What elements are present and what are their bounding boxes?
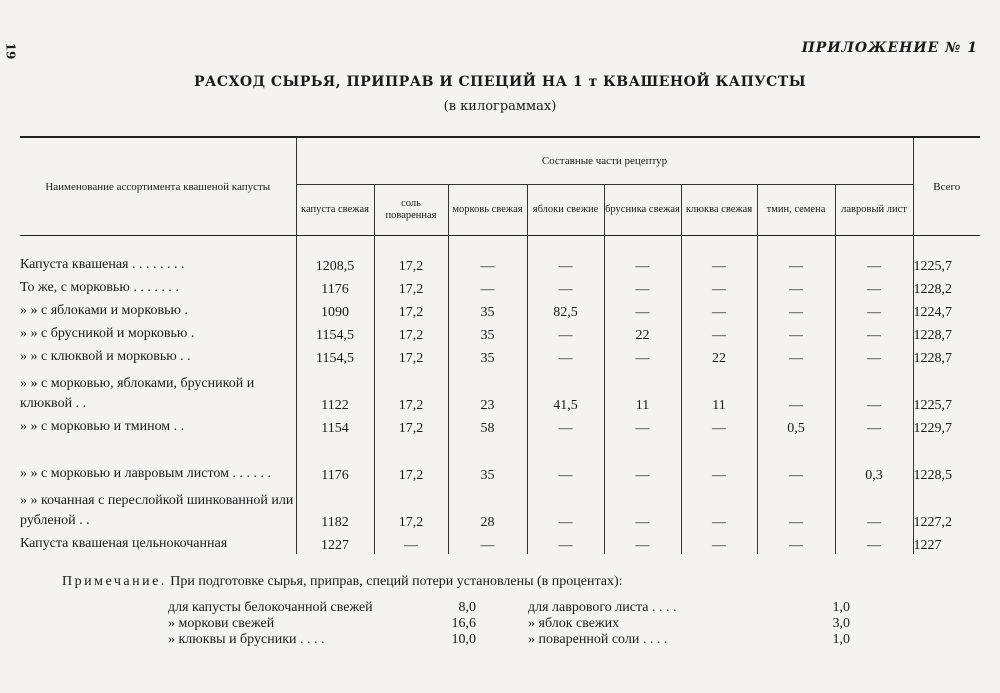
row-name: » » с морковью, яблоками, брусникой и клюквой . . [20,367,296,414]
row-name: » » с брусникой и морковью . [20,321,296,344]
cell-value: 23 [448,367,527,414]
cell-value: — [835,344,913,367]
table-row [20,275,980,298]
cell-value: — [604,484,681,531]
cell-value: — [527,344,604,367]
cell-value: — [757,437,835,484]
cell-value: — [681,298,757,321]
row-total: 1228,7 [913,328,952,343]
column-header: лавровый лист [835,185,913,236]
cell-value: 35 [448,321,527,344]
cell-value: 1227 [296,531,374,554]
cell-value: — [448,236,527,276]
cell-value: — [757,484,835,531]
loss-label: » поваренной соли . . . . [528,632,668,647]
page-title: РАСХОД СЫРЬЯ, ПРИПРАВ И СПЕЦИЙ НА 1 т КВАШЕНОЙ КАПУСТЫ [193,74,807,90]
cell-value: — [835,275,913,298]
cell-value: — [835,367,913,414]
cell-value: 1182 [296,484,374,531]
loss-label: для капусты белокочанной свежей [168,600,373,615]
row-name: » » кочанная с переслойкой шинкованной или рубленой . . [20,484,296,531]
row-total: 1225,7 [913,398,952,413]
cell-value: — [835,414,913,437]
column-header: яблоки свежие [527,185,604,236]
cell-value: — [757,275,835,298]
cell-value: — [757,236,835,276]
cell-value: 17,2 [374,367,448,414]
loss-value: 8,0 [458,600,476,615]
loss-label: » моркови свежей [168,616,275,631]
row-name: Капуста квашеная цельнокочанная [20,531,296,554]
row-name: То же, с морковью . . . . . . . [20,275,296,298]
cell-value: — [681,531,757,554]
cell-value: 1154,5 [296,344,374,367]
table-row [20,484,980,531]
recipe-table [20,136,980,554]
cell-value: 0,5 [757,414,835,437]
appendix-label: ПРИЛОЖЕНИЕ № 1 [801,40,978,56]
cell-value: 17,2 [374,275,448,298]
row-name: » » с морковью и тмином . . [20,414,296,437]
cell-value: 17,2 [374,236,448,276]
loss-value: 10,0 [451,632,476,647]
cell-value: — [835,298,913,321]
cell-value: — [527,484,604,531]
cell-value: 35 [448,344,527,367]
loss-value: 16,6 [451,616,476,631]
row-name: » » с яблоками и морковью . [20,298,296,321]
cell-value: 17,2 [374,344,448,367]
cell-value: — [681,484,757,531]
column-header: морковь свежая [448,185,527,236]
cell-value: — [681,414,757,437]
cell-value: 1154,5 [296,321,374,344]
page-number: 19 [3,42,18,60]
cell-value: 11 [681,367,757,414]
row-total: 1225,7 [913,259,952,274]
table-row [20,531,980,554]
table-body [20,236,980,555]
cell-value: 1208,5 [296,236,374,276]
cell-value: — [527,236,604,276]
table-row [20,367,980,414]
table-row [20,236,980,276]
column-header: клюква свежая [681,185,757,236]
table-row [20,298,980,321]
cell-value: — [835,484,913,531]
cell-value: — [448,531,527,554]
cell-value: — [757,321,835,344]
note [62,574,623,590]
cell-value: 41,5 [527,367,604,414]
cell-value: — [835,531,913,554]
cell-value: 22 [681,344,757,367]
cell-value: — [835,321,913,344]
cell-value: — [757,298,835,321]
note-text: При подготовке сырья, приправ, специй потери установлены (в процентах): [170,574,623,589]
cell-value: — [527,414,604,437]
cell-value: 35 [448,298,527,321]
column-header: тмин, семена [757,185,835,236]
cell-value: — [604,275,681,298]
cell-value: 17,2 [374,321,448,344]
cell-value: — [681,275,757,298]
table-row [20,321,980,344]
loss-value: 1,0 [832,600,850,615]
loss-value: 1,0 [832,632,850,647]
cell-value: — [527,531,604,554]
cell-value: — [835,236,913,276]
cell-value: 1176 [296,275,374,298]
column-header: капуста свежая [296,185,374,236]
loss-label: для лаврового листа . . . . [528,600,677,615]
row-total: 1224,7 [913,305,952,320]
row-name: » » с морковью и лавровым листом . . . . . . [20,437,296,484]
row-name: » » с клюквой и морковью . . [20,344,296,367]
cell-value: — [604,414,681,437]
cell-value: — [604,236,681,276]
loss-label: » яблок свежих [528,616,620,631]
cell-value: — [604,344,681,367]
loss-value: 3,0 [832,616,850,631]
name-column-header: Наименование ассортимента квашеной капусты [20,137,296,236]
cell-value: 17,2 [374,298,448,321]
cell-value: — [527,321,604,344]
composition-group-header: Составные части рецептур [296,137,913,185]
cell-value: 28 [448,484,527,531]
cell-value: 0,3 [835,437,913,484]
loss-label: » клюквы и брусники . . . . [168,632,325,647]
table-row [20,437,980,484]
note-label: Примечание. [62,574,167,589]
row-name: Капуста квашеная . . . . . . . . [20,236,296,276]
cell-value: — [757,531,835,554]
cell-value: — [448,275,527,298]
cell-value: 22 [604,321,681,344]
cell-value: — [681,321,757,344]
cell-value: 82,5 [527,298,604,321]
cell-value: 11 [604,367,681,414]
cell-value: 1154 [296,414,374,437]
cell-value: 1176 [296,437,374,484]
cell-value: — [527,437,604,484]
cell-value: 58 [448,414,527,437]
cell-value: — [757,344,835,367]
cell-value: 1122 [296,367,374,414]
cell-value: 17,2 [374,484,448,531]
table-row [20,344,980,367]
cell-value: 35 [448,437,527,484]
row-total: 1227,2 [913,515,952,530]
table-row [20,414,980,437]
total-column-header: Всего [913,137,980,236]
cell-value: — [604,437,681,484]
page-subtitle: (в килограммах) [443,99,557,114]
cell-value: — [757,367,835,414]
cell-value: — [604,298,681,321]
cell-value: — [604,531,681,554]
cell-value: — [527,275,604,298]
column-header: соль поваренная [374,185,448,236]
row-total: 1228,5 [913,468,952,483]
row-total: 1228,7 [913,351,952,366]
cell-value: — [681,437,757,484]
cell-value: — [374,531,448,554]
row-total: 1228,2 [913,282,952,297]
column-header: брусника свежая [604,185,681,236]
cell-value: — [681,236,757,276]
row-total: 1229,7 [913,421,952,436]
cell-value: 17,2 [374,414,448,437]
cell-value: 17,2 [374,437,448,484]
row-total: 1227 [913,538,942,553]
cell-value: 1090 [296,298,374,321]
